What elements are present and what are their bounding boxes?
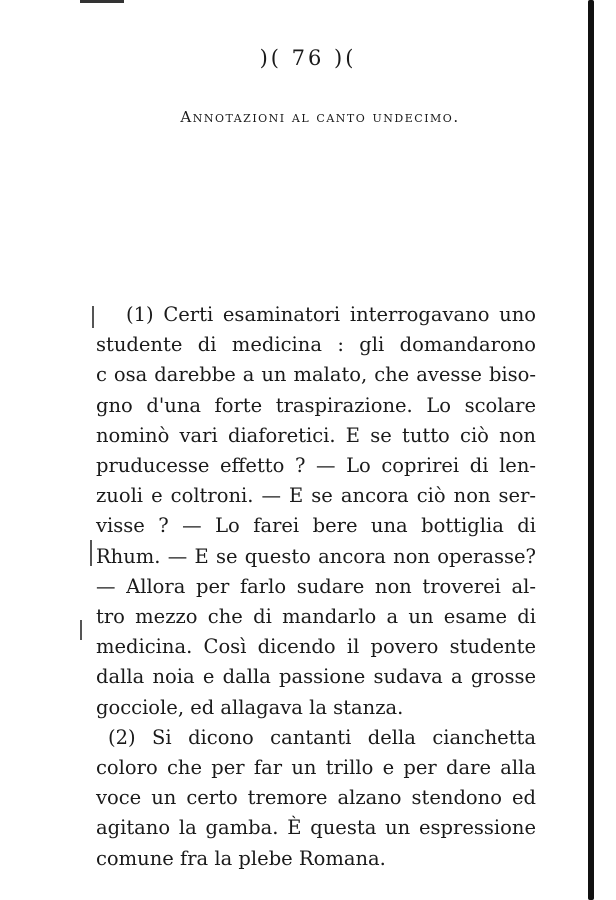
margin-mark: [90, 540, 92, 566]
section-heading: Annotazioni al canto undecimo.: [180, 108, 460, 126]
text-line: zuoli e coltroni. — E se ancora ciò non ser-: [96, 484, 536, 508]
text-line: coloro che per far un trillo e per dare alla: [96, 756, 536, 780]
text-line: gno d'una forte traspirazione. Lo scolare: [96, 393, 536, 417]
margin-mark: [80, 620, 82, 640]
text-line: voce un certo tremore alzano stendono ed: [96, 786, 536, 810]
text-line: (1) Certi esaminatori interrogavano uno: [126, 303, 536, 326]
text-line: pruducesse effetto ? — Lo coprirei di len-: [96, 454, 536, 478]
text-line: Rhum. — E se questo ancora non operasse?: [96, 544, 536, 568]
text-line: tro mezzo che di mandarlo a un esame di: [96, 605, 536, 629]
text-line: dalla noia e dalla passione sudava a grosse: [96, 665, 536, 689]
binding-edge: [588, 0, 594, 900]
note-1: [96, 300, 536, 723]
text-line: comune fra la plebe Romana.: [96, 846, 386, 870]
text-line: gocciole, ed allagava la stanza.: [96, 695, 404, 719]
text-line: — Allora per farlo sudare non troverei al-: [96, 574, 536, 598]
text-line: studente di medicina : gli domandarono: [96, 333, 536, 357]
page-number: )( 76 )(: [259, 46, 357, 70]
annotations-body: [96, 300, 536, 874]
text-line: visse ? — Lo farei bere una bottiglia di: [96, 514, 536, 538]
page-edge-mark: [80, 0, 124, 3]
text-line: (2) Si dicono cantanti della cianchetta: [108, 725, 536, 749]
margin-mark: [92, 306, 94, 328]
text-line: medicina. Così dicendo il povero studente: [96, 635, 536, 659]
text-line: agitano la gamba. È questa un espressione: [96, 816, 536, 840]
text-line: c osa darebbe a un malato, che avesse biso-: [96, 363, 536, 387]
note-2: [96, 723, 536, 874]
text-line: nominò vari diaforetici. E se tutto ciò non: [96, 423, 536, 447]
